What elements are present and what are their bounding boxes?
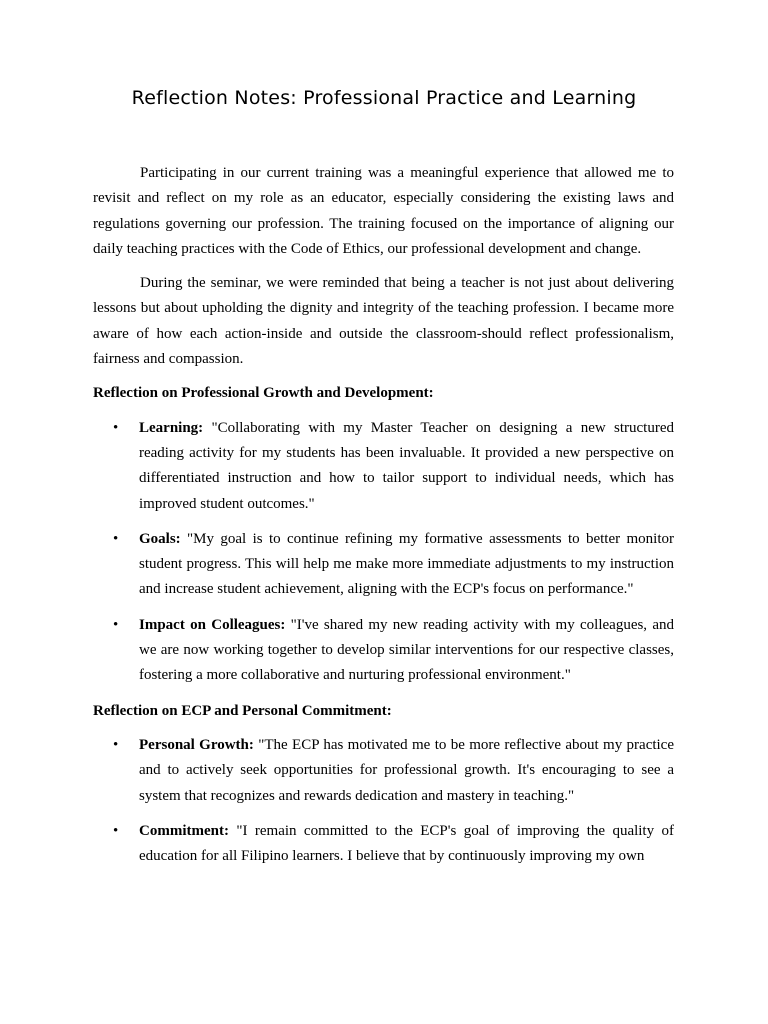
list-item-goals	[93, 527, 674, 603]
item-text: "The ECP has motivated me to be more reflective about my practice and to actively seek opportunities for professional growth. It's encouraging to see a system that recognizes and rewards dedication and mastery in teaching."	[139, 736, 674, 804]
section-heading-ecp-commitment: Reflection on ECP and Personal Commitment:	[93, 702, 392, 719]
item-text: "I remain committed to the ECP's goal of improving the quality of education for all Filipino learners. I believe that by continuously improving my own	[139, 822, 674, 865]
bullet-icon: •	[113, 822, 119, 839]
seminar-paragraph: During the seminar, we were reminded that being a teacher is not just about delivering lessons but about upholding the dignity and integrity of the teaching profession. I became more aware of how each action-inside and outside the classroom-should reflect professionalism, fairness and compassion.	[93, 275, 674, 368]
item-term: Goals:	[139, 530, 181, 547]
item-term: Commitment:	[139, 822, 229, 839]
list-item-learning	[93, 416, 674, 517]
bullet-icon: •	[113, 736, 119, 753]
section-heading-professional-growth: Reflection on Professional Growth and Development:	[93, 385, 434, 402]
ecp-commitment-list	[93, 733, 674, 869]
bullet-icon: •	[113, 616, 119, 633]
item-term: Learning:	[139, 419, 204, 436]
list-item-personal-growth	[93, 733, 674, 809]
bullet-icon: •	[113, 530, 119, 547]
document-body	[93, 161, 674, 879]
document-title: Reflection Notes: Professional Practice and Learning	[131, 87, 637, 109]
bullet-icon: •	[113, 419, 119, 436]
item-text: "My goal is to continue refining my formative assessments to better monitor student progress. This will help me make more immediate adjustments to my instruction and increase student achievement, aligning with the ECP's focus on performance."	[139, 530, 674, 598]
item-text: "Collaborating with my Master Teacher on designing a new structured reading activity for my students has been invaluable. It provided a new perspective on differentiated instruction and how to tailor support to individual needs, which has improved student outcomes."	[139, 419, 674, 512]
intro-paragraph: Participating in our current training was a meaningful experience that allowed me to revisit and reflect on my role as an educator, especially considering the existing laws and regulations governing our profession. The training focused on the importance of aligning our daily teaching practices with the Code of Ethics, our professional development and change.	[93, 165, 674, 257]
item-term: Personal Growth:	[139, 736, 254, 753]
professional-growth-list	[93, 416, 674, 689]
list-item-commitment	[93, 819, 674, 870]
item-text: "I've shared my new reading activity with my colleagues, and we are now working together to develop similar interventions for our respective classes, fostering a more collaborative and nurturing professional environment."	[139, 616, 674, 684]
item-term: Impact on Colleagues:	[139, 616, 286, 633]
list-item-impact-on-colleagues	[93, 613, 674, 689]
